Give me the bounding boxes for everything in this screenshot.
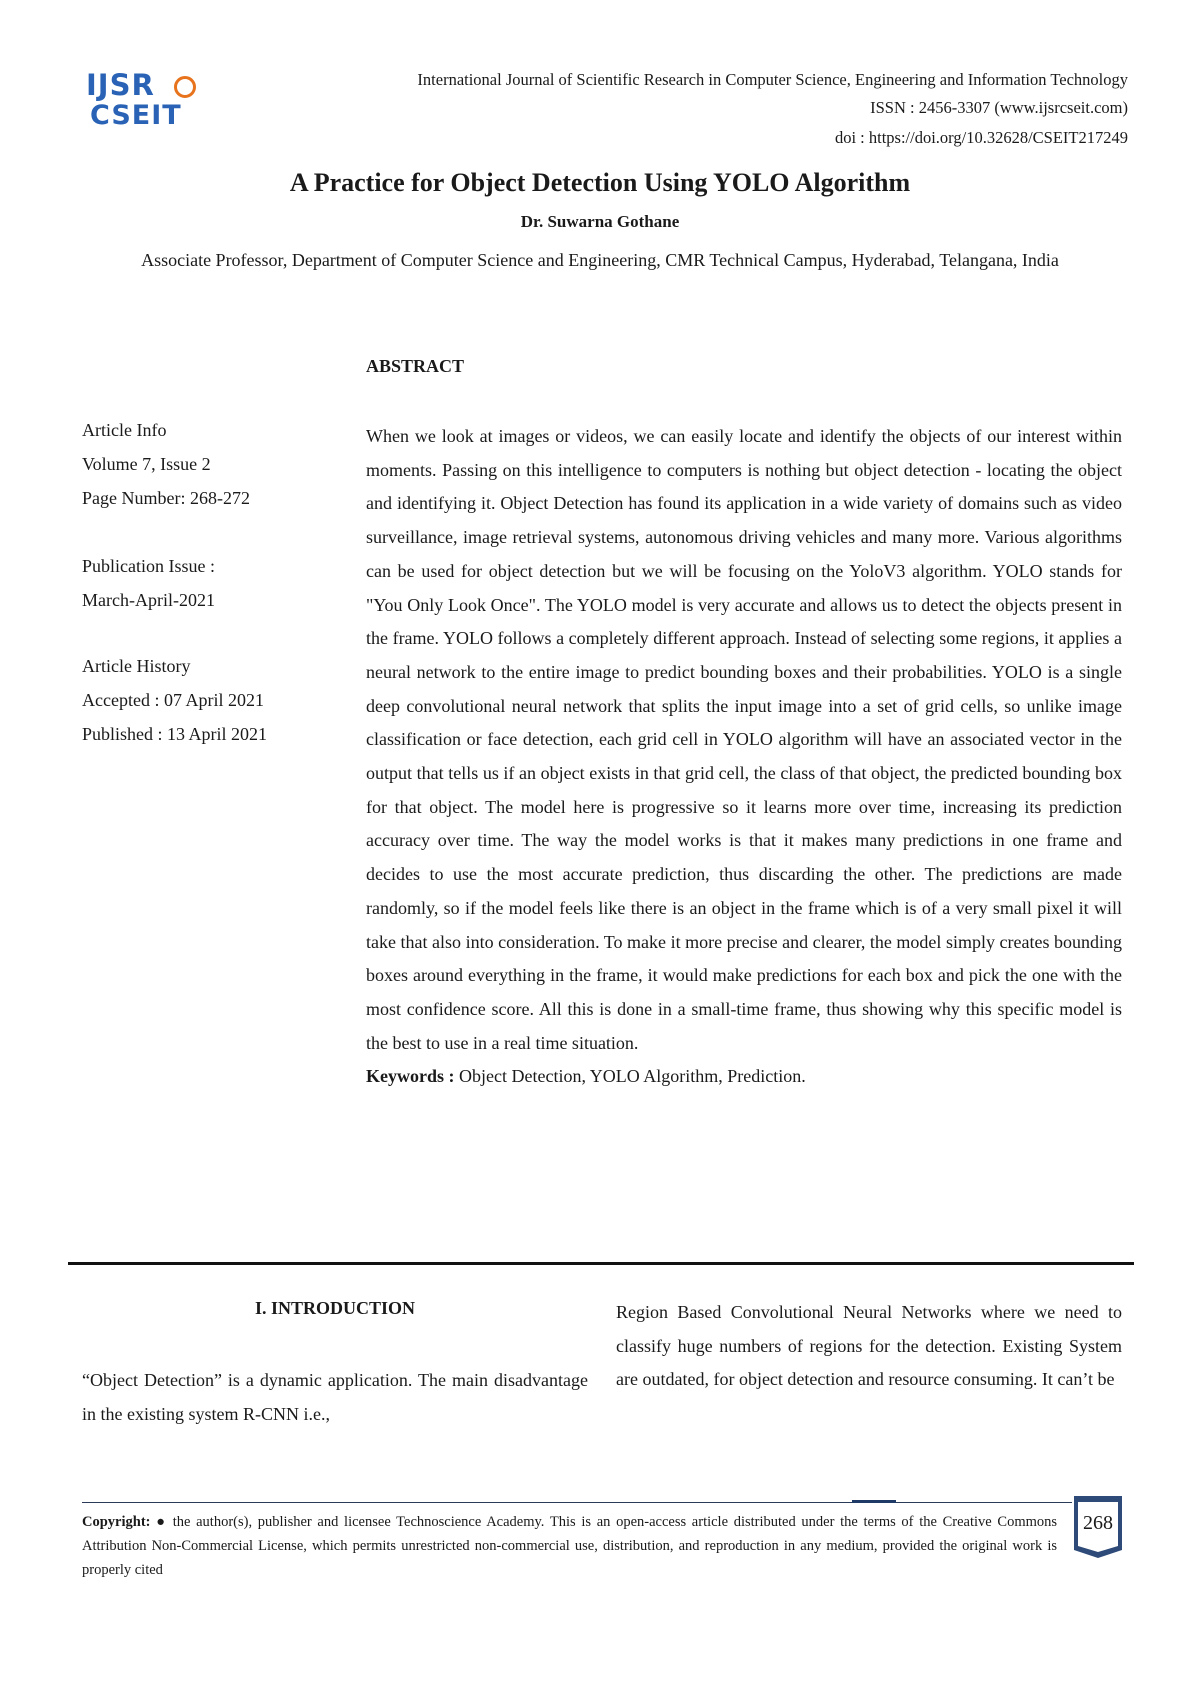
publication-issue-heading: Publication Issue : (82, 556, 215, 576)
open-access-icon: ● (156, 1514, 168, 1530)
intro-right-column (616, 1296, 1122, 1397)
article-info-heading: Article Info (82, 420, 167, 440)
author-affiliation: Associate Professor, Department of Computer Science and Engineering, CMR Technical Campus, Hyderabad, Telangana, India (141, 250, 1059, 270)
publication-issue: March-April-2021 (82, 590, 215, 610)
author-name: Dr. Suwarna Gothane (520, 212, 680, 231)
abstract-text: When we look at images or videos, we can easily locate and identify the objects of our interest within moments. Passing on this intelligence to computers is nothing but object detection - locating the object and identifying it. Object Detection has found its application in a wide variety of domains such as video surveillance, image retrieval systems, autonomous driving vehicles and many more. Various algorithms can be used for object detection but we will be focusing on the YoloV3 algorithm. YOLO stands for "You Only Look Once". The YOLO model is very accurate and allows us to detect the objects present in the frame. YOLO follows a completely different approach. Instead of selecting some regions, it applies a neural network to the entire image to predict bounding boxes and their probabilities. YOLO is a single deep convolutional neural network that splits the input image into a set of grid cells, so unlike image classification or face detection, each grid cell in YOLO algorithm will have an associated vector in the output that tells us if an object exists in that grid cell, the class of that object, the predicted bounding box for that object. The model here is progressive so it learns more over time, increasing its prediction accuracy over time. The way the model works is that it makes many predictions in one frame and decides to use the most accurate prediction, thus discarding the other. The predictions are made randomly, so if the model feels like there is an object in the frame which is of a very small pixel it will take that also into consideration. To make it more precise and clearer, the model simply creates bounding boxes around everything in the frame, it would make predictions for each box and pick the one with the most confidence score. All this is done in a small-time frame, thus showing why this specific model is the best to use in a real time situation. (366, 426, 1122, 1053)
page-badge (1070, 1494, 1126, 1560)
journal-name: International Journal of Scientific Research in Computer Science, Engineering and Information Technology (417, 70, 1128, 89)
logo-globe-icon (174, 76, 196, 98)
article-history-heading: Article History (82, 656, 191, 676)
keywords-line (366, 1060, 1122, 1094)
article-volume: Volume 7, Issue 2 (82, 454, 211, 474)
published-date: Published : 13 April 2021 (82, 724, 268, 744)
accepted-date: Accepted : 07 April 2021 (82, 690, 264, 710)
intro-left-text: “Object Detection” is a dynamic application. The main disadvantage in the existing system R-CNN i.e., (82, 1370, 588, 1424)
abstract-heading: ABSTRACT (366, 356, 465, 376)
logo-text-top: IJSR (86, 68, 155, 102)
paper-title: A Practice for Object Detection Using YOLO Algorithm (289, 168, 911, 197)
copyright-label: Copyright: (82, 1514, 151, 1530)
doi: doi : https://doi.org/10.32628/CSEIT217249 (834, 128, 1128, 147)
page-number: 268 (1083, 1512, 1113, 1534)
intro-right-text: Region Based Convolutional Neural Networks where we need to classify huge numbers of regions for the detection. Existing System are outdated, for object detection and resource consuming. It can’t be (616, 1302, 1122, 1390)
copyright-text: the author(s), publisher and licensee Technoscience Academy. This is an open-access article distributed under the terms of the Creative Commons Attribution Non-Commercial License, which permits unrestricted non-commercial use, distribution, and reproduction in any medium, provided the original work is properly cited (82, 1514, 1058, 1578)
footer-rule-accent (852, 1500, 896, 1503)
copyright-notice (82, 1510, 1057, 1582)
intro-left-column (82, 1364, 588, 1431)
footer-rule (82, 1502, 1072, 1503)
keywords: Object Detection, YOLO Algorithm, Prediction. (459, 1066, 806, 1087)
section-divider (68, 1262, 1134, 1265)
logo-text-bottom: CSEIT (90, 100, 182, 131)
issn: ISSN : 2456-3307 (www.ijsrcseit.com) (870, 98, 1128, 117)
journal-logo (86, 70, 214, 140)
keywords-label: Keywords : (366, 1066, 455, 1087)
introduction-heading: I. INTRODUCTION (254, 1298, 416, 1318)
abstract-body (366, 420, 1122, 1094)
article-pages: Page Number: 268-272 (82, 488, 250, 508)
